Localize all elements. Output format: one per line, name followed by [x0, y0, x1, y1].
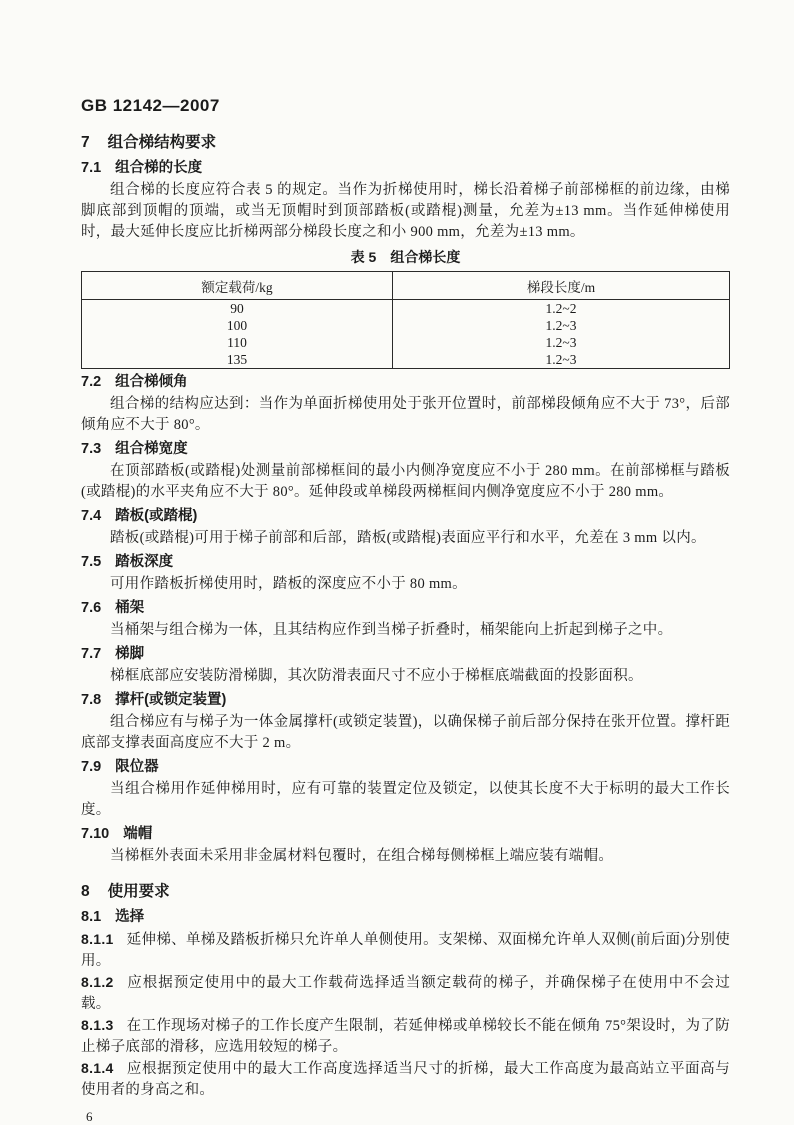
- clause-number: 8.1.1: [81, 931, 114, 947]
- clause-number: 7.7: [81, 646, 102, 662]
- table-row: [82, 300, 730, 318]
- table-5-caption: [81, 248, 730, 267]
- clause-number: 8.1.3: [81, 1017, 114, 1033]
- clause-number: 7.1: [81, 160, 102, 176]
- clause-7-9-text: 当组合梯用作延伸梯用时，应有可靠的装置定位及锁定，以使其长度不大于标明的最大工作长度。: [81, 781, 730, 818]
- table-5: [81, 271, 730, 369]
- clause-8-1-heading: [81, 908, 730, 927]
- clause-title: 梯脚: [115, 646, 145, 662]
- table-label: 表 5: [350, 249, 377, 265]
- clause-7-5-text: 可用作踏板折梯使用时，踏板的深度应不小于 80 mm。: [110, 576, 467, 592]
- clause-number: 8.1: [81, 909, 102, 925]
- clause-7-7-text: 梯框底部应安装防滑梯脚，其次防滑表面尺寸不应小于梯框底端截面的投影面积。: [110, 668, 643, 684]
- clause-7-2-text: 组合梯的结构应达到：当作为单面折梯使用处于张开位置时，前部梯段倾角应不大于 73°，后部倾角应不大于 80°。: [81, 396, 730, 433]
- clause-number: 7.3: [81, 441, 102, 457]
- clause-title: 踏板深度: [115, 554, 174, 570]
- clause-title: 踏板(或踏棍): [115, 508, 198, 524]
- clause-7-10-text: 当梯框外表面未采用非金属材料包覆时，在组合梯每侧梯框上端应装有端帽。: [110, 848, 614, 864]
- clause-7-3-text: 在顶部踏板(或踏棍)处测量前部梯框间的最小内侧净宽度应不小于 280 mm。在前部梯框与踏板(或踏棍)的水平夹角应不大于 80°。延伸段或单梯段两梯框间内侧净宽度应不小于 280 mm。: [81, 463, 730, 500]
- clause-8-1-1: [81, 929, 730, 972]
- clause-7-2-heading: [81, 373, 730, 392]
- table-cell-length: 1.2~3: [545, 352, 577, 367]
- clause-number: 7.10: [81, 826, 110, 842]
- table-row: [82, 317, 730, 334]
- clause-8-1-2: [81, 972, 730, 1015]
- clause-7-5-heading: [81, 553, 730, 572]
- clause-title: 组合梯的长度: [115, 160, 203, 176]
- table-cell-load: 90: [82, 300, 393, 318]
- section-number: 7: [81, 134, 90, 151]
- table-cell-load: 100: [82, 317, 393, 334]
- clause-number: 7.9: [81, 759, 102, 775]
- table-header-length: 梯段长度/m: [393, 272, 730, 300]
- clause-text: 延伸梯、单梯及踏板折梯只允许单人单侧使用。支架梯、双面梯允许单人双侧(前后面)分别使用。: [81, 932, 730, 969]
- clause-number: 7.8: [81, 692, 102, 708]
- clause-title: 限位器: [115, 759, 159, 775]
- clause-text: 在工作现场对梯子的工作长度产生限制，若延伸梯或单梯较长不能在倾角 75°架设时，为了防止梯子底部的滑移，应选用较短的梯子。: [81, 1018, 730, 1055]
- table-cell-length: 1.2~3: [545, 335, 577, 350]
- clause-7-8-text: 组合梯应有与梯子为一体金属撑杆(或锁定装置)，以确保梯子前后部分保持在张开位置。撑杆距底部支撑表面高度应不大于 2 m。: [81, 714, 730, 751]
- clause-8-1-4: [81, 1058, 730, 1101]
- section-number: 8: [81, 883, 90, 900]
- clause-7-1-text: 组合梯的长度应符合表 5 的规定。当作为折梯使用时，梯长沿着梯子前部梯框的前边缘，由梯脚底部到顶帽的顶端，或当无顶帽时到顶部踏板(或踏棍)测量，允差为±13 mm。当作延伸梯使用时，最大延伸长度应比折梯两部分梯段长度之和小 900 mm，允差为±13 mm。: [81, 182, 730, 240]
- clause-7-7-heading: [81, 645, 730, 664]
- clause-8-1-3: [81, 1015, 730, 1058]
- table-cell-length: 1.2~2: [545, 301, 577, 316]
- section-title: 使用要求: [107, 883, 170, 900]
- clause-7-4-text: 踏板(或踏棍)可用于梯子前部和后部，踏板(或踏棍)表面应平行和水平，允差在 3 mm 以内。: [110, 530, 706, 546]
- section-title: 组合梯结构要求: [107, 134, 217, 151]
- table-cell-load: 135: [82, 351, 393, 369]
- clause-title: 组合梯倾角: [115, 374, 188, 390]
- clause-title: 撑杆(或锁定装置): [115, 692, 227, 708]
- clause-number: 8.1.2: [81, 974, 114, 990]
- table-row: [82, 334, 730, 351]
- standard-number-header: GB 12142—2007: [81, 96, 220, 115]
- clause-title: 选择: [115, 909, 145, 925]
- table-title: 组合梯长度: [390, 249, 461, 265]
- clause-7-3-heading: [81, 440, 730, 459]
- table-header-row: [82, 272, 730, 300]
- clause-text: 应根据预定使用中的最大工作高度选择适当尺寸的折梯，最大工作高度为最高站立平面高与使用者的身高之和。: [81, 1061, 730, 1098]
- table-cell-load: 110: [82, 334, 393, 351]
- clause-7-10-heading: [81, 825, 730, 844]
- clause-7-6-heading: [81, 599, 730, 618]
- clause-text: 应根据预定使用中的最大工作载荷选择适当额定载荷的梯子，并确保梯子在使用中不会过载。: [81, 975, 730, 1012]
- clause-number: 8.1.4: [81, 1060, 114, 1076]
- clause-title: 端帽: [123, 826, 153, 842]
- clause-7-1-heading: [81, 159, 730, 178]
- table-row: [82, 351, 730, 369]
- table-header-load: 额定载荷/kg: [82, 272, 393, 300]
- clause-7-4-heading: [81, 507, 730, 526]
- clause-number: 7.6: [81, 600, 102, 616]
- clause-number: 7.4: [81, 508, 102, 524]
- clause-number: 7.2: [81, 374, 102, 390]
- section-8-heading: [81, 881, 730, 902]
- clause-title: 组合梯宽度: [115, 441, 188, 457]
- page-number: 6: [86, 1109, 93, 1124]
- clause-number: 7.5: [81, 554, 102, 570]
- clause-7-8-heading: [81, 691, 730, 710]
- clause-title: 桶架: [115, 600, 145, 616]
- clause-7-6-text: 当桶架与组合梯为一体，且其结构应作到当梯子折叠时，桶架能向上折起到梯子之中。: [110, 622, 673, 638]
- table-cell-length: 1.2~3: [545, 318, 577, 333]
- clause-7-9-heading: [81, 758, 730, 777]
- section-7-heading: [81, 132, 730, 153]
